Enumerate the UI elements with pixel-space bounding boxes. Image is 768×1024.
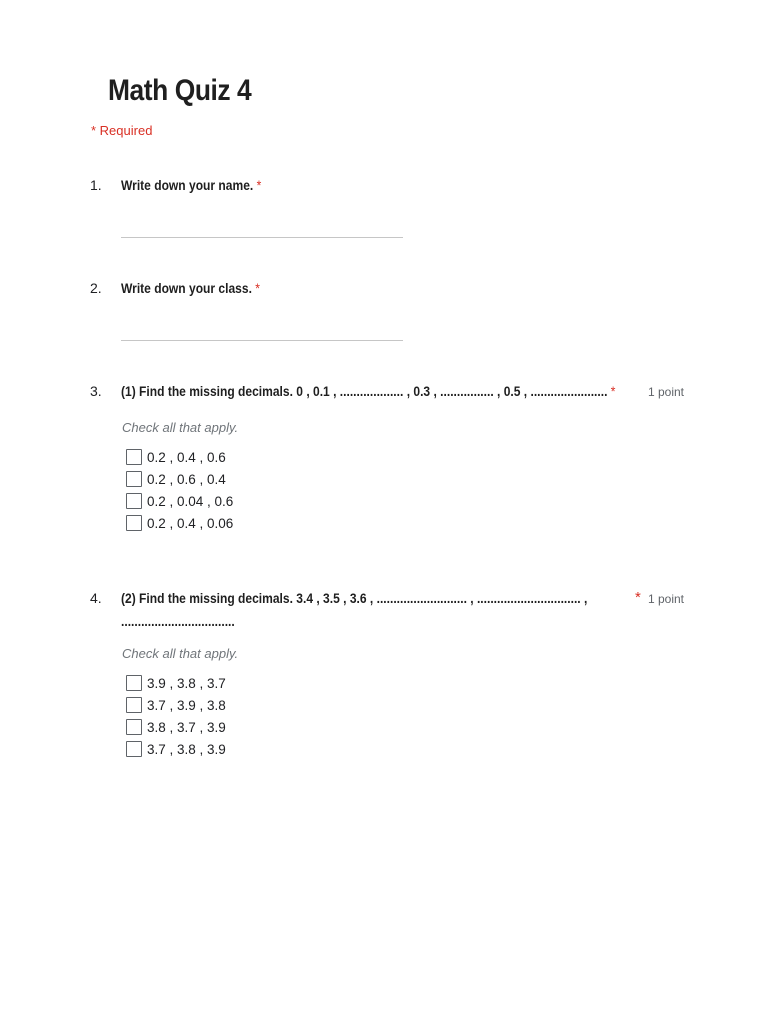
required-asterisk: * bbox=[255, 280, 260, 296]
check-all-hint: Check all that apply. bbox=[122, 646, 239, 661]
question-label: Write down your name. bbox=[121, 177, 254, 193]
option-label: 3.8 , 3.7 , 3.9 bbox=[147, 719, 226, 735]
question-number: 1. bbox=[90, 177, 102, 193]
checkbox[interactable] bbox=[126, 675, 142, 691]
checkbox[interactable] bbox=[126, 515, 142, 531]
question-text bbox=[121, 177, 261, 193]
checkbox[interactable] bbox=[126, 697, 142, 713]
required-asterisk: * bbox=[256, 177, 262, 193]
option-label: 3.9 , 3.8 , 3.7 bbox=[147, 675, 226, 691]
option-item[interactable] bbox=[126, 490, 233, 512]
options-list bbox=[126, 672, 226, 760]
required-asterisk: * bbox=[610, 383, 616, 399]
question-label: (1) Find the missing decimals. 0 , 0.1 , ................... , 0.3 , ................ , 0.5 , ....................... bbox=[121, 383, 608, 399]
option-label: 3.7 , 3.9 , 3.8 bbox=[147, 697, 226, 713]
option-label: 3.7 , 3.8 , 3.9 bbox=[147, 741, 226, 757]
options-list bbox=[126, 446, 233, 534]
option-label: 0.2 , 0.4 , 0.06 bbox=[147, 515, 234, 531]
question-label: Write down your class. bbox=[121, 280, 252, 296]
points-label: 1 point bbox=[647, 592, 684, 606]
option-item[interactable] bbox=[126, 446, 233, 468]
question-number: 3. bbox=[90, 383, 102, 399]
required-note: * Required bbox=[91, 123, 153, 138]
check-all-hint: Check all that apply. bbox=[122, 420, 239, 435]
question-number: 4. bbox=[90, 590, 102, 606]
checkbox[interactable] bbox=[126, 493, 142, 509]
option-item[interactable] bbox=[126, 716, 226, 738]
option-item[interactable] bbox=[126, 672, 226, 694]
required-asterisk: * bbox=[635, 589, 641, 606]
option-item[interactable] bbox=[126, 468, 233, 490]
option-label: 0.2 , 0.4 , 0.6 bbox=[147, 449, 226, 465]
class-answer-input[interactable] bbox=[121, 340, 403, 341]
form-title: Math Quiz 4 bbox=[108, 74, 252, 107]
checkbox[interactable] bbox=[126, 449, 142, 465]
question-text bbox=[121, 383, 615, 399]
option-label: 0.2 , 0.6 , 0.4 bbox=[147, 471, 226, 487]
question-label: (2) Find the missing decimals. 3.4 , 3.5 , 3.6 , ........................... , ............................... , bbox=[121, 590, 588, 606]
question-number: 2. bbox=[90, 280, 102, 296]
option-label: 0.2 , 0.04 , 0.6 bbox=[147, 493, 234, 509]
option-item[interactable] bbox=[126, 738, 226, 760]
option-item[interactable] bbox=[126, 694, 226, 716]
question-text bbox=[121, 280, 260, 296]
question-text bbox=[121, 590, 587, 606]
points-label: 1 point bbox=[647, 385, 684, 399]
option-item[interactable] bbox=[126, 512, 233, 534]
checkbox[interactable] bbox=[126, 741, 142, 757]
checkbox[interactable] bbox=[126, 471, 142, 487]
question-text-continued: .................................. bbox=[121, 613, 235, 629]
name-answer-input[interactable] bbox=[121, 237, 403, 238]
checkbox[interactable] bbox=[126, 719, 142, 735]
